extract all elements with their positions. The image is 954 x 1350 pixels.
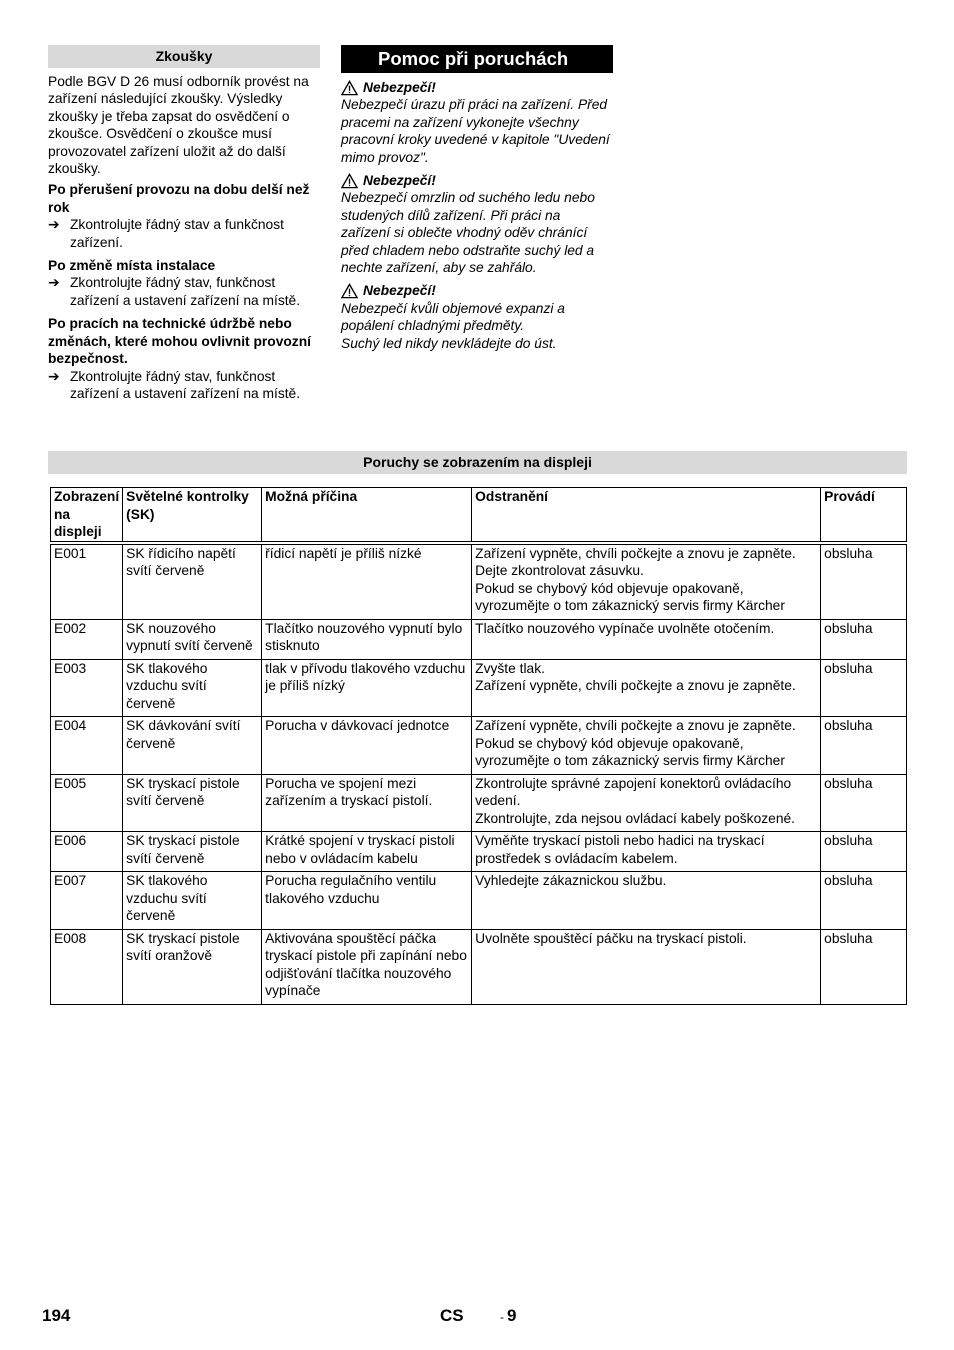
table-row bbox=[51, 832, 907, 872]
troubleshooting-title: Pomoc při poruchách bbox=[341, 45, 613, 73]
remedy-cell: Zařízení vypněte, chvíli počkejte a znovu je zapněte. Pokud se chybový kód objevuje opakovaně, vyrozumějte o tom zákaznický servis firmy Kärcher bbox=[472, 717, 821, 775]
cause-cell: řídicí napětí je příliš nízké bbox=[262, 543, 472, 620]
table-body bbox=[51, 543, 907, 1005]
remedy-cell: Zvyšte tlak. Zařízení vypněte, chvíli počkejte a znovu je zapněte. bbox=[472, 659, 821, 717]
sub-page-number bbox=[500, 1306, 516, 1326]
performer-cell: obsluha bbox=[821, 832, 907, 872]
section-title-tests: Zkoušky bbox=[48, 45, 320, 68]
remedy-cell: Vyměňte tryskací pistoli nebo hadici na tryskací prostředek s ovládacím kabelem. bbox=[472, 832, 821, 872]
display-code-cell: E008 bbox=[51, 929, 123, 1004]
instruction-item bbox=[48, 274, 320, 309]
indicator-cell: SK tryskací pistole svítí červeně bbox=[123, 774, 262, 832]
display-code-cell: E006 bbox=[51, 832, 123, 872]
page-number: 194 bbox=[42, 1306, 71, 1325]
warning-label: Nebezpečí! bbox=[363, 283, 436, 299]
display-code-cell: E003 bbox=[51, 659, 123, 717]
table-row bbox=[51, 543, 907, 620]
indicator-cell: SK nouzového vypnutí svítí červeně bbox=[123, 619, 262, 659]
warning-label: Nebezpečí! bbox=[363, 173, 436, 189]
test-case bbox=[48, 315, 320, 402]
cause-cell: Aktivována spouštěcí páčka tryskací pistole při zapínání nebo odjišťování tlačítka nouzového vypínače bbox=[262, 929, 472, 1004]
warning-heading bbox=[341, 172, 613, 189]
warning-triangle-icon bbox=[341, 173, 358, 189]
indicator-cell: SK řídicího napětí svítí červeně bbox=[123, 543, 262, 620]
remedy-cell: Tlačítko nouzového vypínače uvolněte otočením. bbox=[472, 619, 821, 659]
indicator-cell: SK tlakového vzduchu svítí červeně bbox=[123, 659, 262, 717]
table-row bbox=[51, 659, 907, 717]
instruction-text: Zkontrolujte řádný stav, funkčnost zařízení a ustavení zařízení na místě. bbox=[70, 368, 301, 401]
performer-cell: obsluha bbox=[821, 659, 907, 717]
test-case bbox=[48, 257, 320, 309]
warning-triangle-icon bbox=[341, 283, 358, 299]
indicator-cell: SK dávkování svítí červeně bbox=[123, 717, 262, 775]
test-case bbox=[48, 181, 320, 251]
test-case-heading: Po přerušení provozu na dobu delší než rok bbox=[48, 182, 310, 215]
test-case-heading: Po pracích na technické údržbě nebo změnách, které mohou ovlivnit provozní bezpečnost. bbox=[48, 316, 311, 367]
performer-cell: obsluha bbox=[821, 619, 907, 659]
performer-cell: obsluha bbox=[821, 543, 907, 620]
cause-cell: Porucha v dávkovací jednotce bbox=[262, 717, 472, 775]
sub-page-dash: - bbox=[500, 1310, 504, 1324]
performer-cell: obsluha bbox=[821, 929, 907, 1004]
cause-cell: Krátké spojení v tryskací pistoli nebo v ovládacím kabelu bbox=[262, 832, 472, 872]
table-header-row bbox=[51, 488, 907, 543]
warning-heading bbox=[341, 282, 613, 299]
arrow-icon: ➔ bbox=[48, 217, 60, 233]
remedy-cell: Vyhledejte zákaznickou službu. bbox=[472, 872, 821, 930]
table-row bbox=[51, 872, 907, 930]
table-row bbox=[51, 929, 907, 1004]
column-header: Odstranění bbox=[472, 488, 821, 543]
warning-extra-line: Suchý led nikdy nevkládejte do úst. bbox=[341, 335, 557, 351]
instruction-text: Zkontrolujte řádný stav, funkčnost zařízení a ustavení zařízení na místě. bbox=[70, 275, 301, 308]
display-code-cell: E004 bbox=[51, 717, 123, 775]
instruction-item bbox=[48, 368, 320, 403]
warning-label: Nebezpečí! bbox=[363, 80, 436, 95]
performer-cell: obsluha bbox=[821, 774, 907, 832]
table-row bbox=[51, 619, 907, 659]
display-code-cell: E007 bbox=[51, 872, 123, 930]
warning-triangle-icon bbox=[341, 80, 358, 96]
left-column bbox=[48, 45, 320, 408]
performer-cell: obsluha bbox=[821, 872, 907, 930]
warning-text: Nebezpečí omrzlin od suchého ledu nebo studených dílů zařízení. Při práci na zařízení si oblečte vhodný oděv chránící před chladem nebo odstraňte suchý led a nechte zařízení, aby se zahřálo. bbox=[341, 190, 595, 276]
arrow-icon: ➔ bbox=[48, 275, 60, 291]
warning-heading bbox=[341, 79, 613, 96]
cause-cell: Tlačítko nouzového vypnutí bylo stisknuto bbox=[262, 619, 472, 659]
column-header: Zobrazení na displeji bbox=[51, 488, 123, 543]
indicator-cell: SK tlakového vzduchu svítí červeně bbox=[123, 872, 262, 930]
table-row bbox=[51, 717, 907, 775]
display-code-cell: E002 bbox=[51, 619, 123, 659]
indicator-cell: SK tryskací pistole svítí oranžově bbox=[123, 929, 262, 1004]
fault-table bbox=[50, 487, 907, 1005]
instruction-text: Zkontrolujte řádný stav a funkčnost zařízení. bbox=[70, 217, 284, 250]
warning-text: Nebezpečí kvůli objemové expanzi a popálení chladnými předměty. bbox=[341, 300, 565, 334]
remedy-cell: Zařízení vypněte, chvíli počkejte a znovu je zapněte. Dejte zkontrolovat zásuvku. Pokud se chybový kód objevuje opakovaně, vyrozumějte o tom zákaznický servis firmy Kärcher bbox=[472, 543, 821, 620]
table-row bbox=[51, 774, 907, 832]
right-column bbox=[341, 45, 613, 358]
intro-paragraph: Podle BGV D 26 musí odborník provést na zařízení následující zkoušky. Výsledky zkoušky je třeba zapsat do osvědčení o zkoušce. Osvědčení o zkoušce musí provozovatel zařízení uložit až do další zkoušky. bbox=[48, 74, 309, 177]
remedy-cell: Uvolněte spouštěcí páčku na tryskací pistoli. bbox=[472, 929, 821, 1004]
display-code-cell: E001 bbox=[51, 543, 123, 620]
display-code-cell: E005 bbox=[51, 774, 123, 832]
test-case-heading: Po změně místa instalace bbox=[48, 258, 216, 274]
warning-text: Nebezpečí úrazu při práci na zařízení. Před pracemi na zařízení vykonejte všechny pracovní kroky uvedené v kapitole "Uvedení mimo provoz". bbox=[341, 97, 610, 165]
language-code: CS bbox=[440, 1306, 464, 1325]
indicator-cell: SK tryskací pistole svítí červeně bbox=[123, 832, 262, 872]
instruction-item bbox=[48, 216, 320, 251]
column-header: Provádí bbox=[821, 488, 907, 543]
cause-cell: Porucha regulačního ventilu tlakového vzduchu bbox=[262, 872, 472, 930]
table-section-title: Poruchy se zobrazením na displeji bbox=[48, 451, 907, 474]
cause-cell: Porucha ve spojení mezi zařízením a tryskací pistolí. bbox=[262, 774, 472, 832]
performer-cell: obsluha bbox=[821, 717, 907, 775]
sub-page-value: 9 bbox=[507, 1306, 517, 1325]
remedy-cell: Zkontrolujte správné zapojení konektorů ovládacího vedení. Zkontrolujte, zda nejsou ovládací kabely poškozené. bbox=[472, 774, 821, 832]
arrow-icon: ➔ bbox=[48, 368, 60, 384]
column-header: Světelné kontrolky (SK) bbox=[123, 488, 262, 543]
cause-cell: tlak v přívodu tlakového vzduchu je příliš nízký bbox=[262, 659, 472, 717]
column-header: Možná příčina bbox=[262, 488, 472, 543]
